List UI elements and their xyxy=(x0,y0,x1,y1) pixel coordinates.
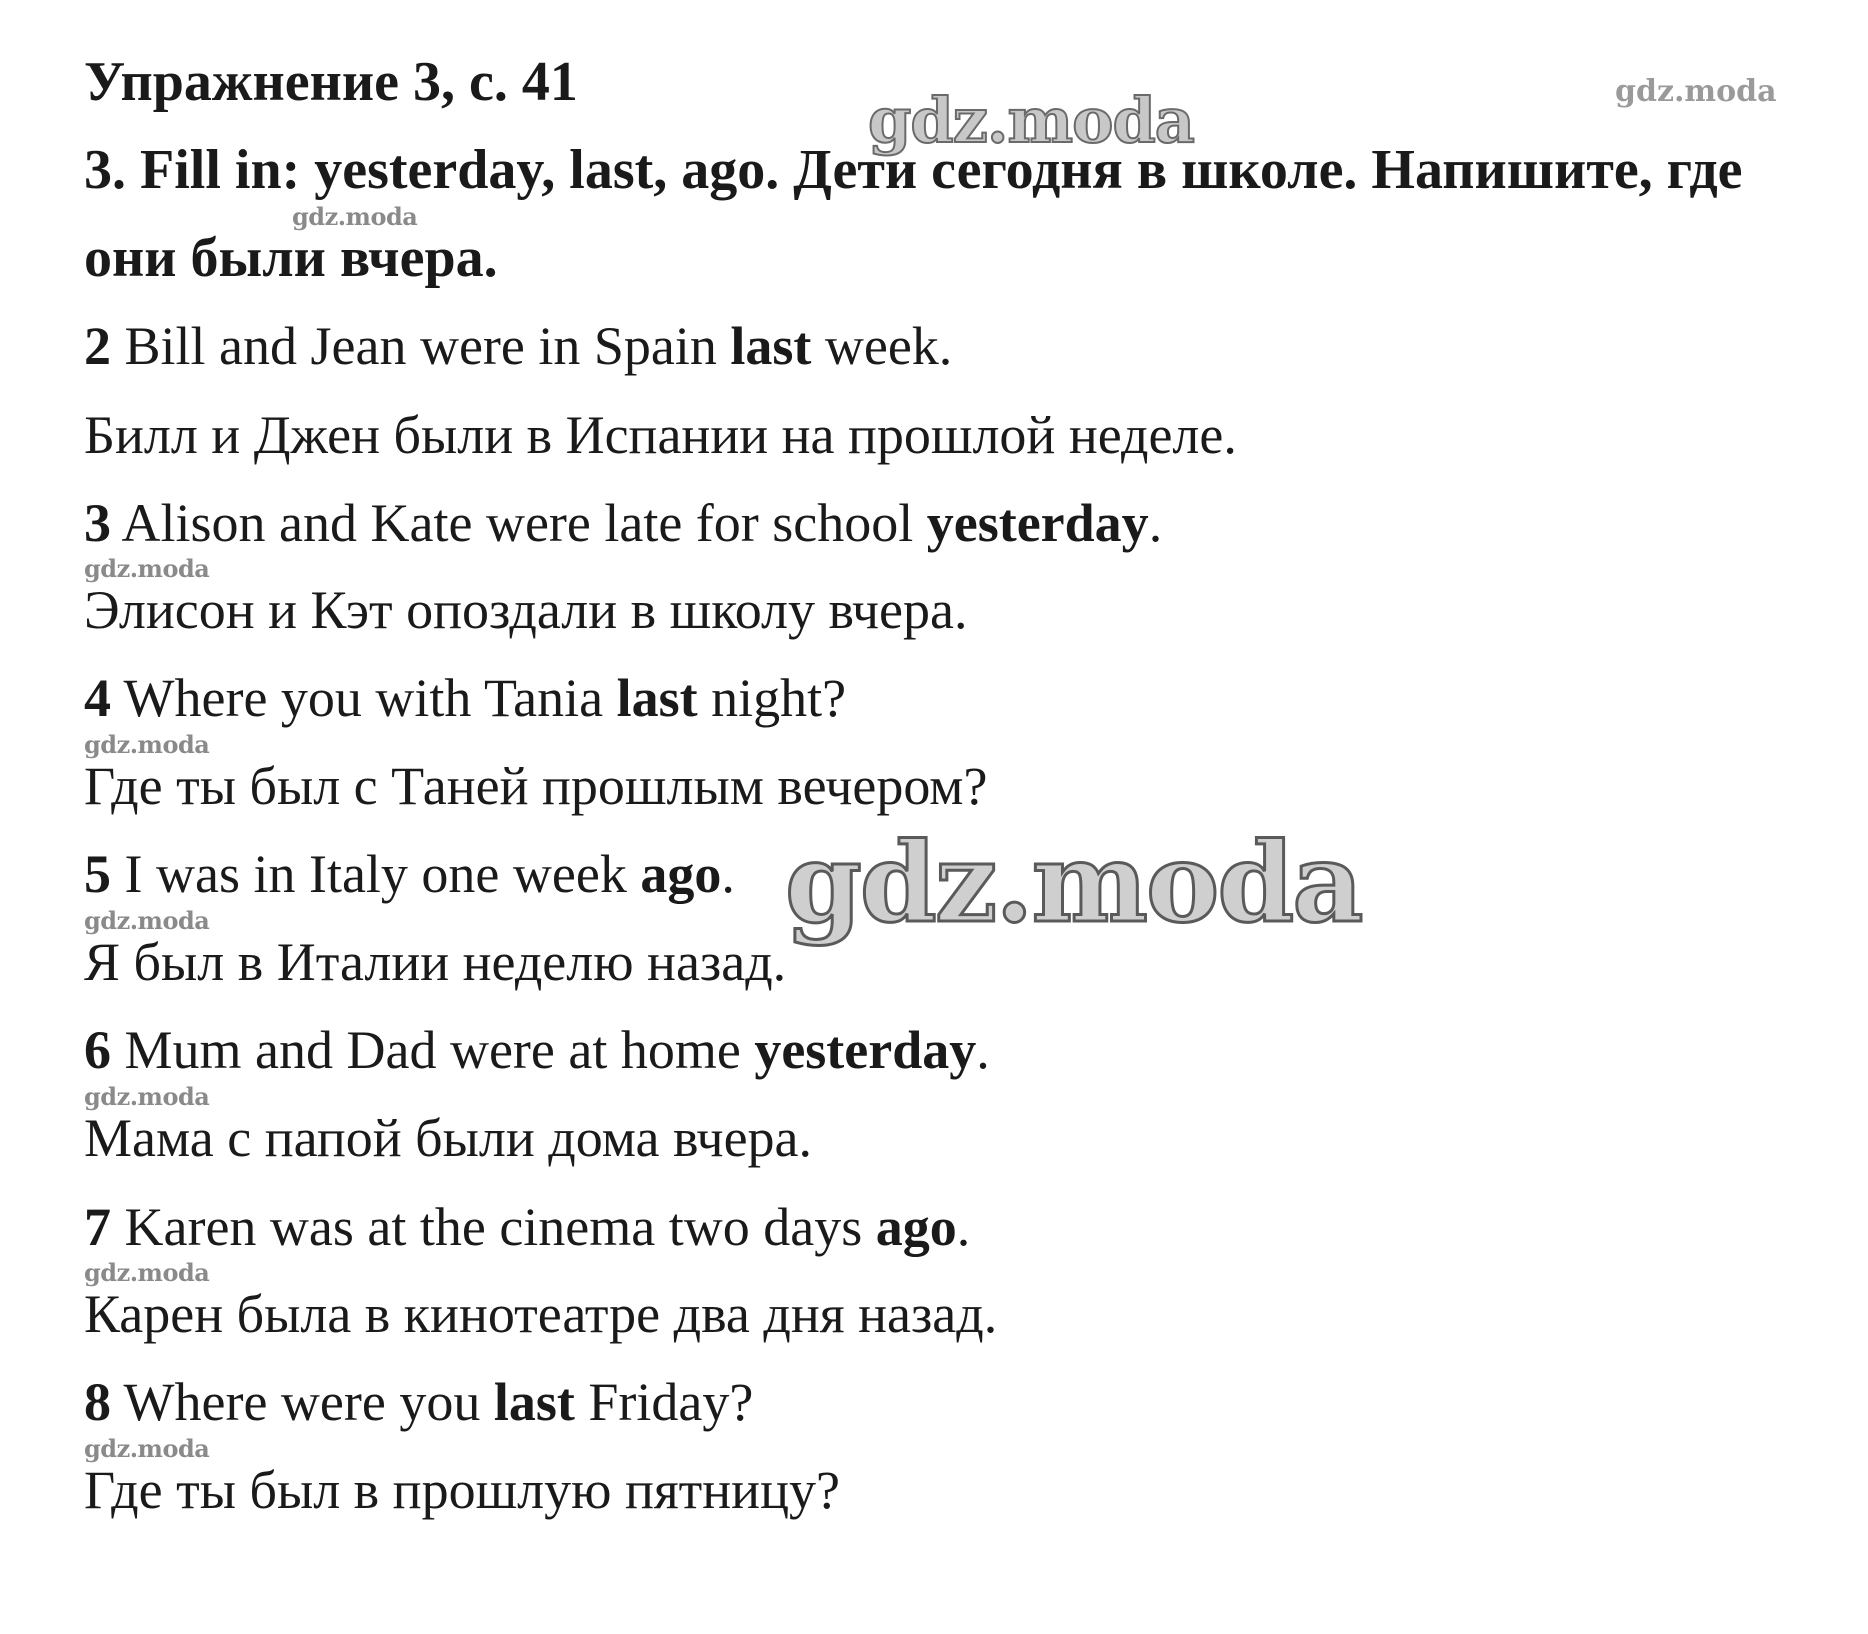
sentence-text: Alison and Kate were late for school xyxy=(111,493,927,553)
item-number: 6 xyxy=(84,1020,111,1080)
sentence-text: Karen was at the cinema two days xyxy=(111,1197,876,1257)
sentence-text: Bill and Jean were in Spain xyxy=(111,316,731,376)
task-instruction-line-1: 3. Fill in: yesterday, last, ago. Дети сегодня в школе. Напишите, где xyxy=(84,139,1743,201)
sentence-text: Where you with Tania xyxy=(111,668,617,728)
item-number: 2 xyxy=(84,316,111,376)
item-number: 3 xyxy=(84,493,111,553)
translation-item-3: Элисон и Кэт опоздали в школу вчера. xyxy=(84,580,968,640)
watermark-large: gdz.moda xyxy=(785,818,1362,947)
answer-word: yesterday xyxy=(926,493,1149,553)
sentence-item-3 xyxy=(84,493,1162,553)
translation-item-7: Карен была в кинотеатре два дня назад. xyxy=(84,1284,998,1344)
sentence-text: I was in Italy one week xyxy=(111,844,641,904)
sentence-text: . xyxy=(956,1197,971,1257)
sentence-text: Where were you xyxy=(111,1372,494,1432)
watermark-small: gdz.moda xyxy=(84,906,210,935)
answer-word: last xyxy=(616,668,698,728)
sentence-text: . xyxy=(1148,493,1163,553)
watermark-corner: gdz.moda xyxy=(1615,74,1777,109)
sentence-text: . xyxy=(976,1020,990,1080)
sentence-item-8 xyxy=(84,1372,753,1432)
sentence-text: night? xyxy=(697,668,847,728)
item-number: 5 xyxy=(84,844,111,904)
sentence-text: Mum and Dad were at home xyxy=(111,1020,755,1080)
translation-item-4: Где ты был с Таней прошлым вечером? xyxy=(84,756,988,816)
sentence-item-5 xyxy=(84,844,735,904)
translation-item-5: Я был в Италии неделю назад. xyxy=(84,932,787,992)
watermark-header: gdz.moda xyxy=(868,84,1194,157)
answer-word: ago xyxy=(875,1197,957,1257)
answer-word: ago xyxy=(640,844,722,904)
watermark-small: gdz.moda xyxy=(84,730,210,759)
answer-word: last xyxy=(730,316,812,376)
sentence-text: Friday? xyxy=(574,1372,754,1432)
translation-item-8: Где ты был в прошлую пятницу? xyxy=(84,1460,840,1520)
exercise-title: Упражнение 3, с. 41 xyxy=(84,51,578,113)
sentence-text: week. xyxy=(811,316,953,376)
answer-word: yesterday xyxy=(754,1020,977,1080)
watermark-small: gdz.moda xyxy=(84,1434,210,1463)
sentence-item-6 xyxy=(84,1020,990,1080)
translation-item-6: Мама с папой были дома вчера. xyxy=(84,1108,813,1168)
watermark-small: gdz.moda xyxy=(84,1082,210,1111)
sentence-item-2 xyxy=(84,316,952,376)
watermark-small: gdz.moda xyxy=(84,554,210,583)
sentence-item-7 xyxy=(84,1197,970,1257)
watermark-small: gdz.moda xyxy=(84,1258,210,1287)
item-number: 7 xyxy=(84,1197,111,1257)
sentence-item-4 xyxy=(84,668,846,728)
item-number: 8 xyxy=(84,1372,111,1432)
task-instruction-line-2: они были вчера. xyxy=(84,227,498,289)
watermark-small: gdz.moda xyxy=(292,202,418,231)
item-number: 4 xyxy=(84,668,111,728)
translation-item-2: Билл и Джен были в Испании на прошлой неделе. xyxy=(84,405,1237,465)
answer-word: last xyxy=(493,1372,575,1432)
sentence-text: . xyxy=(721,844,735,904)
